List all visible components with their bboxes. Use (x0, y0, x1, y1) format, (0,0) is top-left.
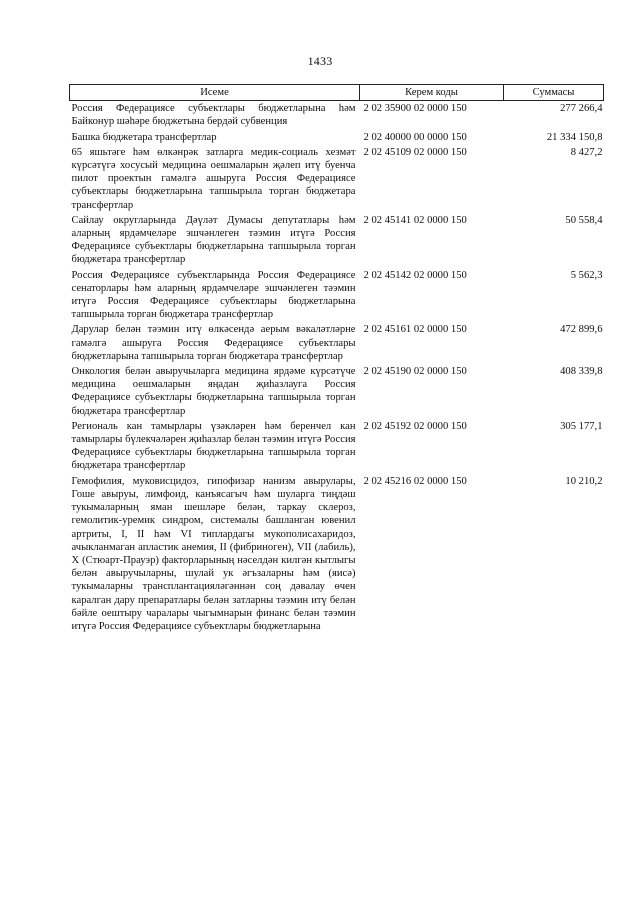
row-code: 2 02 45109 02 0000 150 (363, 146, 467, 158)
budget-table (69, 84, 604, 635)
row-code: 2 02 45161 02 0000 150 (363, 324, 467, 336)
table-row (70, 101, 604, 131)
row-sum: 305 177,1 (560, 420, 603, 432)
header-code: Керем коды (360, 85, 504, 101)
row-name: Гемофилия, муковисцидоз, гипофизар нанизм авырулары, Гоше авыруы, лимфоид, канъясагыч һәм шуларга тиңдәш тукымаларның яман шешләре белән, таркау склероз, гемолитик-уремик синдром, системалы башланган ювенил артриты, I, II һәм VI типлардагы мукополисахаридоз, ачыкланмаган апластик анемия, II (фибриноген), VII (лабиль), X (Стюарт-Прауэр) факторларының нәселдән килгән кытлыгы белән авыручыларны, шулай ук әгъзаларны һәм (яисә) тукымаларны трансплантацияләгәннән соң дәвалау өчен каралган дару препаратлары белән затларны тәэмин итү белән бәйле оештыру чаралары чыгымнарын финанс белән тәэмин итүгә Россия Федерациясе субъектлары бюджетларына (71, 475, 356, 632)
row-name: Онкология белән авыручыларга медицина ярдәме күрсәтүче медицина оешмаларын яңадан җиһазлауга Россия Федерациясе субъектлары бюджетларына тапшырыла торган бюджетара трансфертлар (71, 366, 356, 417)
row-sum: 5 562,3 (570, 269, 603, 281)
row-sum: 277 266,4 (560, 103, 603, 115)
row-name: Россия Федерациясе субъектлары бюджетларына һәм Байконур шәһәре бюджетына бердәй субвенция (71, 103, 356, 128)
row-name: Россия Федерациясе субъектларында Россия Федерациясе сенаторлары һәм аларның ярдәмчеләре эшчәнлеген тәэмин итүгә Россия Федерациясе субъектлары бюджетларына тапшырыла торган бюджетара трансфертлар (71, 269, 356, 321)
row-name: Башка бюджетара трансфертлар (71, 131, 217, 143)
row-code: 2 02 45141 02 0000 150 (363, 214, 467, 226)
row-name: Региональ кан тамырлары үзәкләрен һәм беренчел кан тамырлары бүлекчәләрен җиһазлар белән тәэмин итүгә Россия Федерациясе субъектлары бюджетларына тапшырыла торган бюджетара трансфертлар (71, 420, 356, 472)
row-name: Дарулар белән тәэмин итү өлкәсендә аерым вәкаләтләрне гамәлгә ашыруга Россия Федерациясе субъектлары бюджетларына тапшырыла торган бюджетара трансфертлар (71, 324, 356, 362)
page-number: 1433 (307, 54, 333, 68)
row-sum: 8 427,2 (570, 146, 603, 158)
table-row (70, 131, 604, 146)
table-row (70, 323, 604, 365)
row-code: 2 02 40000 00 0000 150 (363, 131, 467, 143)
row-code: 2 02 45190 02 0000 150 (363, 366, 467, 378)
table-header-row (70, 85, 604, 101)
row-name: Сайлау округларында Дәүләт Думасы депутатлары һәм аларның ярдәмчеләре эшчәнлеген тәэмин итүгә Россия Федерациясе субъектлары бюджетларына тапшырыла торган бюджетара трансфертлар (71, 214, 356, 266)
table-row (70, 475, 604, 635)
row-sum: 10 210,2 (565, 475, 603, 487)
table-row (70, 146, 604, 214)
row-sum: 472 899,6 (560, 324, 603, 336)
header-name: Исеме (70, 85, 360, 101)
row-code: 2 02 45142 02 0000 150 (363, 269, 467, 281)
row-code: 2 02 35900 02 0000 150 (363, 103, 467, 115)
row-code: 2 02 45192 02 0000 150 (363, 420, 467, 432)
row-sum: 50 558,4 (565, 214, 603, 226)
row-sum: 408 339,8 (560, 366, 603, 378)
row-code: 2 02 45216 02 0000 150 (363, 475, 467, 487)
table-row (70, 420, 604, 475)
row-sum: 21 334 150,8 (546, 131, 603, 143)
row-name: 65 яшьтәге һәм өлкәнрәк затларга медик-социаль хезмәт күрсәтүгә хосусый медицина оешмаларын җәлеп итү буенча пилот проектын гамәлгә ашыруга Россия Федерациясе субъектлары бюджетларына тапшырыла торган бюджетара трансфертлар (71, 146, 356, 211)
table-row (70, 269, 604, 324)
header-sum: Суммасы (504, 85, 604, 101)
table-row (70, 365, 604, 420)
table-row (70, 214, 604, 269)
